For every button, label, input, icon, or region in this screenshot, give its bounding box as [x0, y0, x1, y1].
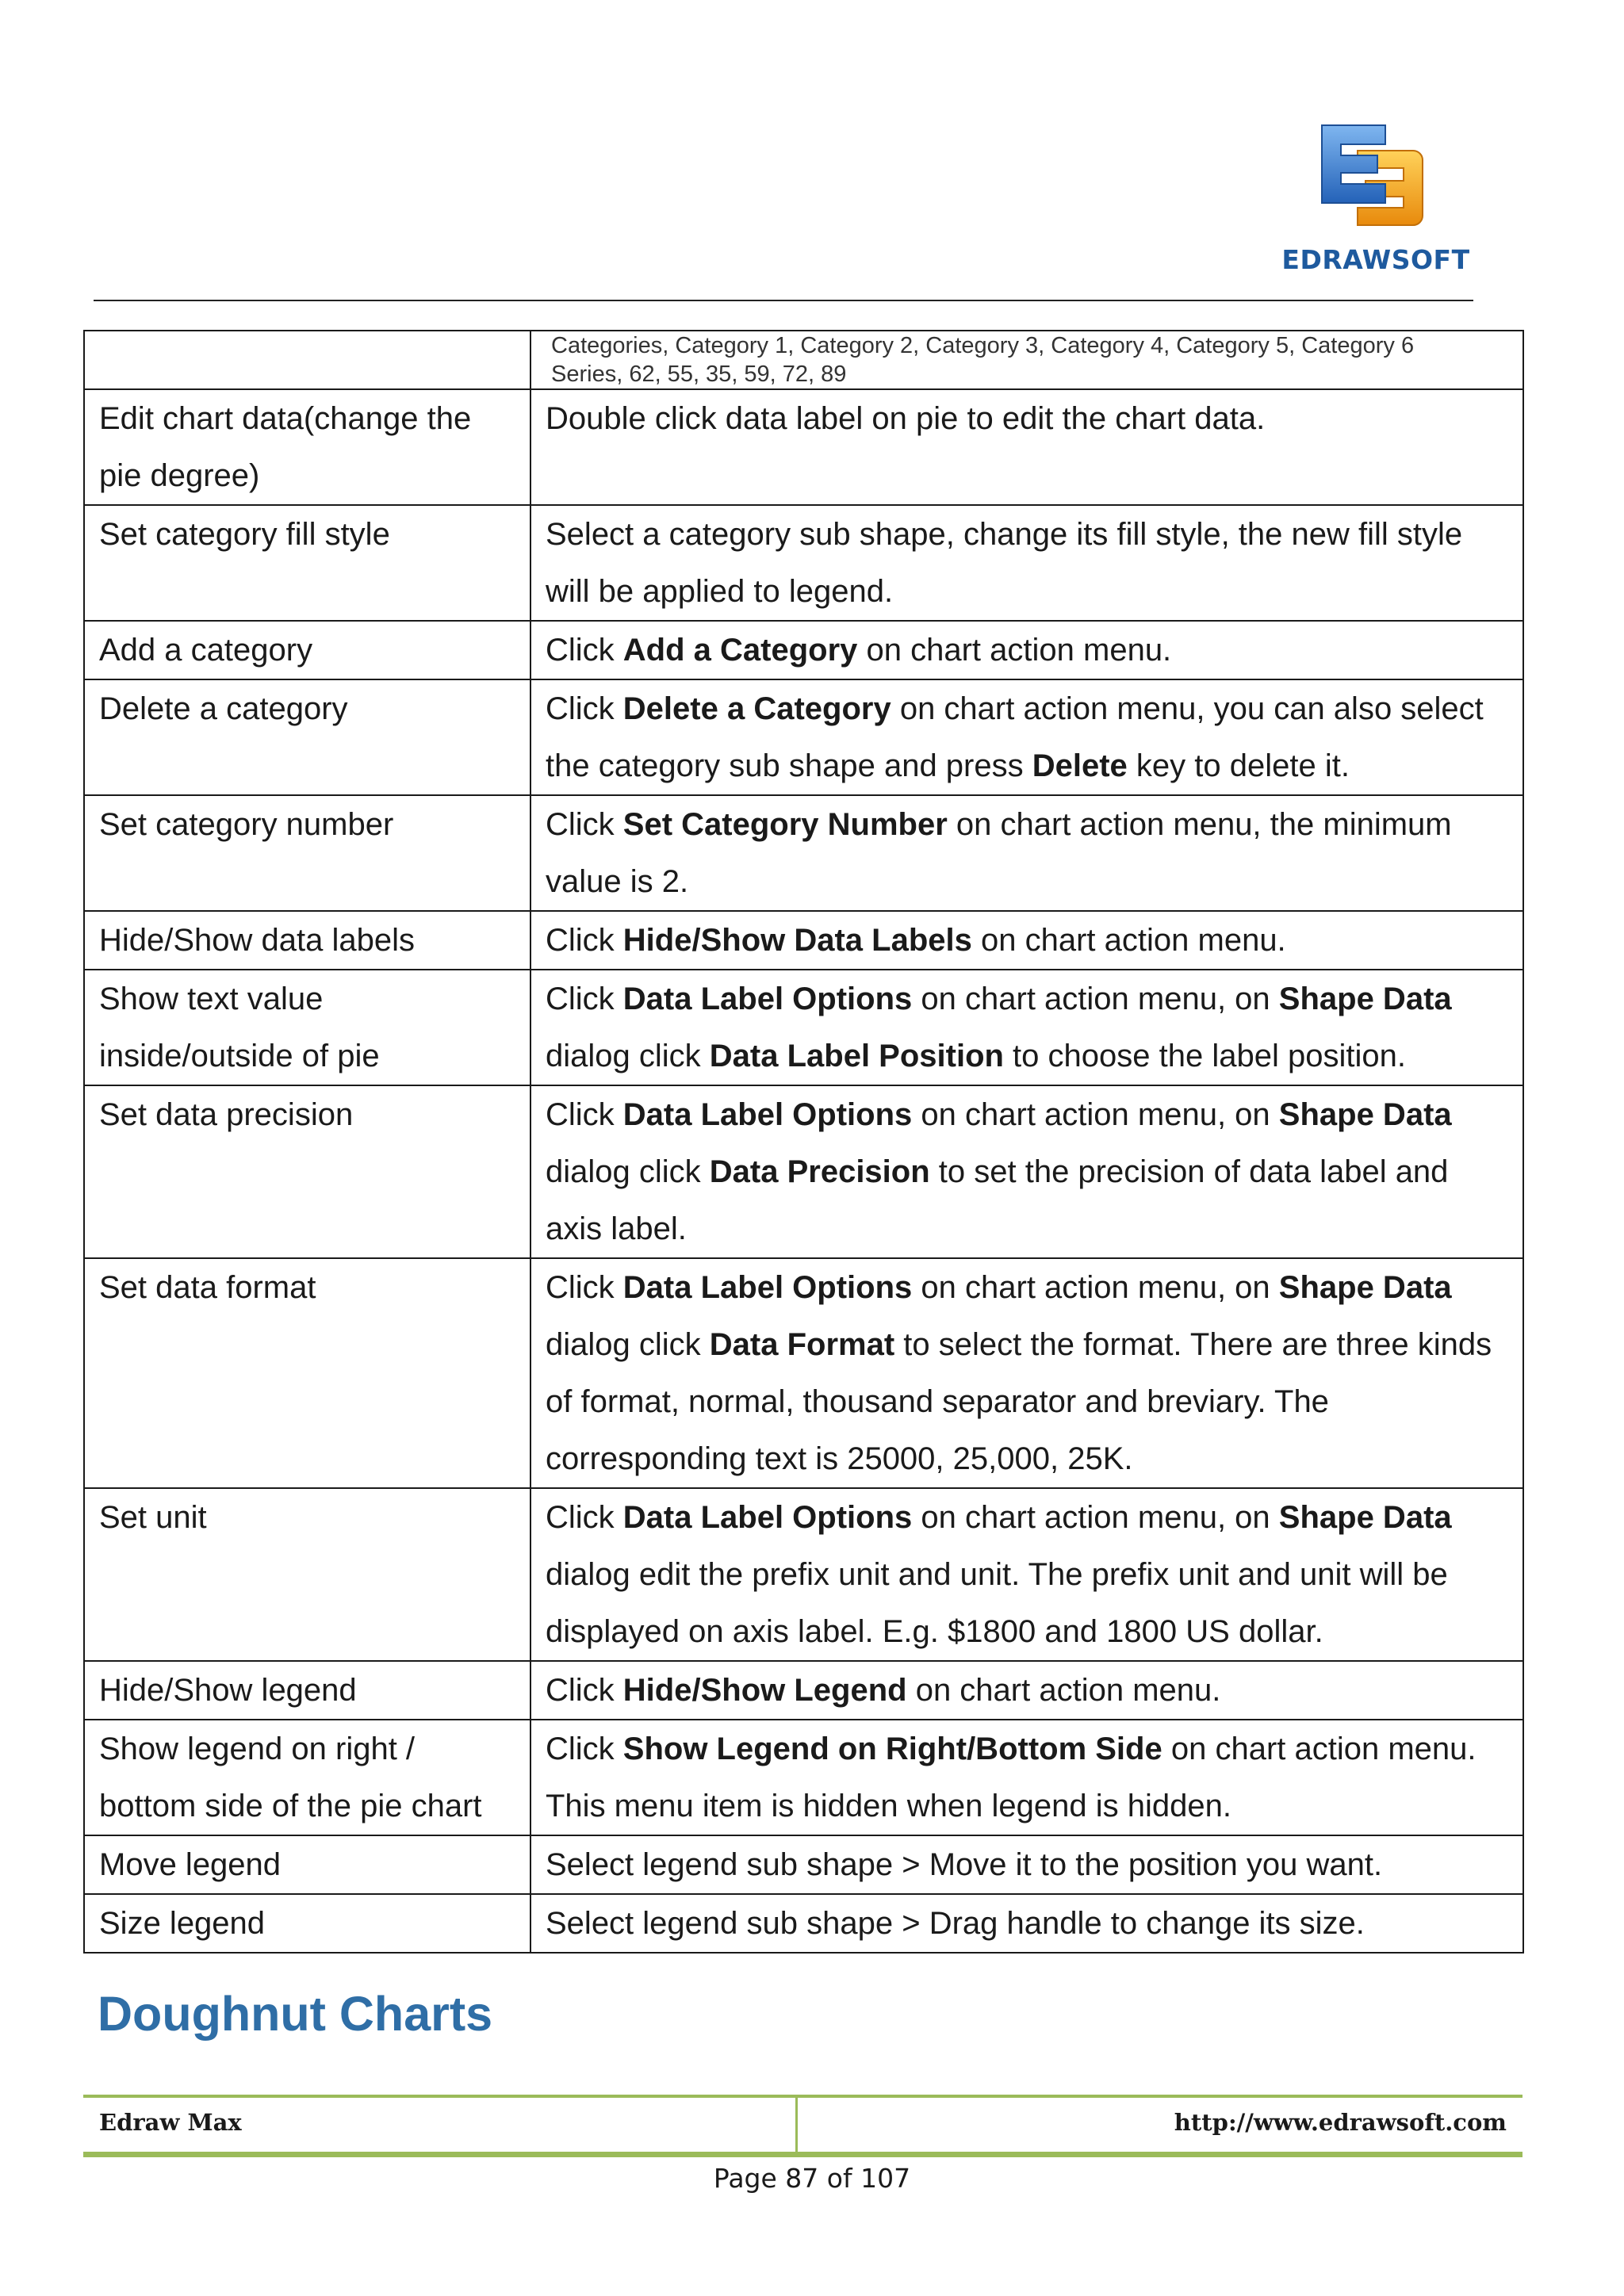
bold-term: Data Label Options [622, 1270, 913, 1305]
bold-term: Data Label Options [622, 1500, 913, 1535]
description-text: on chart action menu. [906, 1673, 1221, 1708]
description-text: Select legend sub shape > Move it to the position you want. [546, 1847, 1383, 1882]
description-text: on chart action menu, on [912, 1500, 1279, 1535]
table-row [84, 679, 1523, 795]
description-text: to choose the label position. [1003, 1039, 1406, 1073]
description-text: dialog edit the prefix unit and unit. The prefix unit and unit will be displayed on axis label. E.g. $1800 and 1800 US dollar. [546, 1557, 1448, 1649]
edrawsoft-logo-icon [1314, 119, 1433, 238]
description-cell [530, 1720, 1523, 1835]
description-cell [530, 1661, 1523, 1720]
description-text: Click [546, 982, 623, 1016]
bold-term: Hide/Show Data Labels [622, 923, 972, 958]
table-row [84, 389, 1523, 505]
table-row [84, 795, 1523, 911]
action-cell: Hide/Show data labels [84, 911, 530, 970]
description-text: to set the precision of data label and axis label. [546, 1154, 1449, 1246]
bold-term: Delete a Category [622, 691, 891, 726]
table-row [84, 331, 1523, 389]
description-text: key to delete it. [1127, 748, 1350, 783]
bold-term: Data Label Options [622, 982, 913, 1016]
table-row [84, 1661, 1523, 1720]
bold-term: Shape Data [1278, 1500, 1452, 1535]
action-cell: Size legend [84, 1894, 530, 1953]
section-title: Doughnut Charts [98, 1987, 493, 2041]
footer-bottom-rule [83, 2152, 1522, 2157]
description-cell [530, 795, 1523, 911]
action-cell: Move legend [84, 1835, 530, 1894]
bold-term: Add a Category [622, 633, 858, 668]
bold-term: Shape Data [1278, 982, 1452, 1016]
description-cell [530, 621, 1523, 679]
bold-term: Data Label Position [709, 1039, 1004, 1073]
table-row [84, 911, 1523, 970]
description-text: on chart action menu, on [912, 982, 1279, 1016]
action-cell: Set data format [84, 1258, 530, 1488]
description-text: on chart action menu. [971, 923, 1286, 958]
action-cell: Set unit [84, 1488, 530, 1661]
description-text: Click [546, 691, 623, 726]
description-cell [530, 1085, 1523, 1258]
table-row [84, 1835, 1523, 1894]
edrawsoft-logo [1281, 119, 1471, 277]
action-cell: Set category fill style [84, 505, 530, 621]
description-text: Click [546, 923, 623, 958]
bold-term: Delete [1032, 748, 1128, 783]
bold-term: Shape Data [1278, 1097, 1452, 1132]
bold-term: Shape Data [1278, 1270, 1452, 1305]
page-footer [83, 2095, 1522, 2158]
description-text: dialog click [546, 1327, 710, 1362]
bold-term: Data Label Options [622, 1097, 913, 1132]
action-cell: Hide/Show legend [84, 1661, 530, 1720]
description-text: Click [546, 1673, 623, 1708]
action-cell: Set category number [84, 795, 530, 911]
description-text: Click [546, 1732, 623, 1766]
action-cell: Set data precision [84, 1085, 530, 1258]
action-cell: Show text value inside/outside of pie [84, 970, 530, 1085]
footer-website-link[interactable]: http://www.edrawsoft.com [1174, 2109, 1507, 2136]
description-text: Click [546, 1270, 623, 1305]
sample-data-line: Categories, Category 1, Category 2, Category 3, Category 4, Category 5, Category 6 [551, 333, 1415, 358]
table-row [84, 1258, 1523, 1488]
bold-term: Data Format [709, 1327, 895, 1362]
description-text: Click [546, 807, 623, 842]
sample-data-cell [530, 331, 1523, 389]
logo-text: EDRAWSOFT [1281, 244, 1470, 275]
table-cell-empty [84, 331, 530, 389]
description-cell [530, 1835, 1523, 1894]
description-text: Click [546, 1500, 623, 1535]
chart-actions-table [83, 330, 1524, 1954]
description-cell [530, 505, 1523, 621]
description-text: on chart action menu, on [912, 1270, 1279, 1305]
description-text: dialog click [546, 1154, 710, 1189]
description-text: on chart action menu. [857, 633, 1172, 668]
description-cell [530, 679, 1523, 795]
description-text: on chart action menu. This menu item is hidden when legend is hidden. [546, 1732, 1477, 1823]
footer-divider [795, 2095, 798, 2153]
description-cell [530, 911, 1523, 970]
table-row [84, 1894, 1523, 1953]
action-cell: Add a category [84, 621, 530, 679]
description-text: to select the format. There are three kinds of format, normal, thousand separator and breviary. The corresponding text is 25000, 25,000, 25K. [546, 1327, 1492, 1476]
bold-term: Data Precision [709, 1154, 930, 1189]
footer-product-name: Edraw Max [99, 2109, 242, 2136]
description-text: on chart action menu, you can also select the category sub shape and press [546, 691, 1484, 783]
action-cell: Edit chart data(change the pie degree) [84, 389, 530, 505]
description-cell [530, 389, 1523, 505]
bold-term: Show Legend on Right/Bottom Side [622, 1732, 1162, 1766]
footer-top-rule [83, 2095, 1522, 2098]
description-text: on chart action menu, on [912, 1097, 1279, 1132]
description-cell [530, 1488, 1523, 1661]
description-text: Click [546, 1097, 623, 1132]
description-text: dialog click [546, 1039, 710, 1073]
description-text: on chart action menu, the minimum value is 2. [546, 807, 1452, 899]
table-row [84, 621, 1523, 679]
action-cell: Delete a category [84, 679, 530, 795]
description-cell [530, 970, 1523, 1085]
description-cell [530, 1894, 1523, 1953]
description-text: Double click data label on pie to edit the chart data. [546, 401, 1266, 436]
table-row [84, 1720, 1523, 1835]
bold-term: Hide/Show Legend [622, 1673, 907, 1708]
action-cell: Show legend on right / bottom side of the pie chart [84, 1720, 530, 1835]
table-row [84, 1488, 1523, 1661]
table-row [84, 970, 1523, 1085]
description-text: Select legend sub shape > Drag handle to change its size. [546, 1906, 1365, 1941]
table-row [84, 505, 1523, 621]
bold-term: Set Category Number [622, 807, 948, 842]
page-number: Page 87 of 107 [713, 2163, 911, 2194]
description-cell [530, 1258, 1523, 1488]
description-text: Click [546, 633, 623, 668]
description-text: Select a category sub shape, change its fill style, the new fill style will be applied to legend. [546, 517, 1463, 609]
sample-data-line: Series, 62, 55, 35, 59, 72, 89 [551, 362, 847, 387]
table-row [84, 1085, 1523, 1258]
header-divider [94, 300, 1473, 301]
